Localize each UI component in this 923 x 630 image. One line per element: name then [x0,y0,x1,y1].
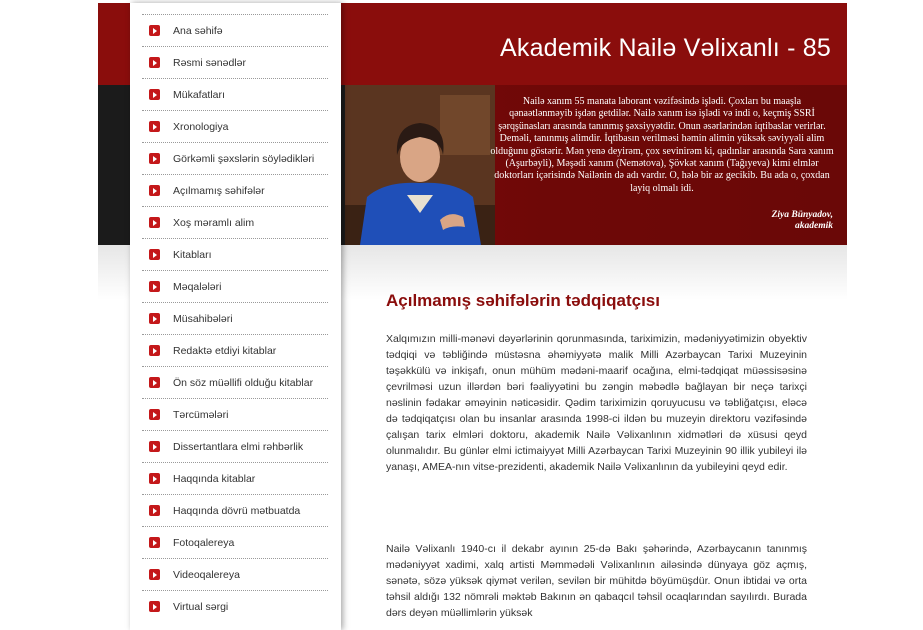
hero-quote: Nailə xanım 55 manata laborant vəzifəsində işlədi. Çoxları bu maaşla qənaətlənməyib işdən getdilər. Nailə xanım isə işlədi və indi o, keçmiş SSRİ şərqşünasları arasında tanınmış şəxsiyyətdir. Onun əsərlərindən iqtibaslar verirlər. Deməli, tanınmış alimdir. İqtibasın verilməsi həmin alimin yüksək səviyyəli alim olduğunu göstərir. Mən yenə deyirəm, çox sevinirəm ki, qadınlar arasında Sara xanım (Aşurbəyli), Məşədi xanım (Nemətova), Şövkət xanım (Tağıyeva) kimi elmlər doktorları içərisində Nailənin də adı vardır. O, hələ bir az gecikib. Bu ada o, çoxdan layiq olmalı idi. [490,96,834,194]
arrow-right-icon [149,121,160,132]
sidebar-item-label: Görkəmli şəxslərin söylədikləri [173,152,315,165]
arrow-right-icon [149,473,160,484]
sidebar-item-dissertantlara[interactable] [142,430,328,462]
arrow-right-icon [149,377,160,388]
arrow-right-icon [149,281,160,292]
quote-author [772,210,833,232]
arrow-right-icon [149,57,160,68]
sidebar-item-label: Dissertantlara elmi rəhbərlik [173,440,304,453]
sidebar-item-virtual-sergi[interactable] [142,590,328,622]
sidebar-item-resmi-senedler[interactable] [142,46,328,78]
arrow-right-icon [149,249,160,260]
arrow-right-icon [149,217,160,228]
arrow-right-icon [149,409,160,420]
sidebar-item-label: Kitabları [173,248,212,261]
sidebar-item-gorkemli[interactable] [142,142,328,174]
arrow-right-icon [149,25,160,36]
sidebar-item-redakte[interactable] [142,334,328,366]
portrait-photo [345,85,495,245]
sidebar-item-ana-sehife[interactable] [142,14,328,46]
sidebar-item-label: Haqqında dövrü mətbuatda [173,504,301,517]
sidebar-item-fotoqalereya[interactable] [142,526,328,558]
sidebar-item-label: Videoqalereya [173,568,240,581]
sidebar-item-label: Müsahibələri [173,312,233,325]
sidebar-item-xronologiya[interactable] [142,110,328,142]
arrow-right-icon [149,601,160,612]
sidebar-item-on-soz[interactable] [142,366,328,398]
arrow-right-icon [149,89,160,100]
sidebar-nav [130,3,341,630]
sidebar-item-haqqinda-metbuat[interactable] [142,494,328,526]
sidebar-item-label: Ön söz müəllifi olduğu kitablar [173,376,314,389]
arrow-right-icon [149,505,160,516]
sidebar-item-mukafatlari[interactable] [142,78,328,110]
sidebar-item-label: Ana səhifə [173,24,223,37]
arrow-right-icon [149,569,160,580]
article-paragraph: Xalqımızın milli-mənəvi dəyərlərinin qorunmasında, tariximizin, mədəniyyətimizin obyektiv tədqiqi və təbliğində müstəsna əhəmiyyətə malik Milli Azərbaycan Tarixi Muzeyinin təşəkkülü və inkişafı, onun mühüm mədəni-maarif ocağına, elmi-tədqiqat müəssisəsinə çevrilməsi uzun illərdən bəri fəaliyyətini bu zəngin məbədlə bağlayan bir neçə tarixçi nəslinin fədakar əməyinin nəticəsidir. Qədim tariximizin qoruyucusu və təbliğatçısı, eləcə də tədqiqatçısı olan bu insanlar arasında 1998-ci ildən bu muzeyin direktoru vəzifəsində çalışan tarix elmləri doktoru, akademik Nailə Vəlixanlının xidmətləri də xüsusi qeyd olunmalıdır. Bu günlər elmi ictimaiyyət Milli Azərbaycan Tarixi Muzeyinin 90 illik yubileyi ilə yanaşı, AMEA-nın vitse-prezidenti, akademik Nailə Vəlixanlının da yubileyini qeyd edir. [386,333,807,473]
sidebar-item-label: Açılmamış səhifələr [173,184,265,197]
quote-author-title: akademik [795,221,833,231]
sidebar-item-kitablari[interactable] [142,238,328,270]
site-title: Akademik Nailə Vəlixanlı - 85 [500,34,831,62]
sidebar-item-acilmamis[interactable] [142,174,328,206]
arrow-right-icon [149,441,160,452]
portrait-image [345,85,495,245]
sidebar-item-label: Fotoqalereya [173,536,235,549]
sidebar-item-xos-meramli[interactable] [142,206,328,238]
sidebar-item-label: Redaktə etdiyi kitablar [173,344,277,357]
quote-author-name: Ziya Bünyadov, [771,210,833,220]
sidebar-item-musahibeleri[interactable] [142,302,328,334]
arrow-right-icon [149,537,160,548]
sidebar-item-videoqalereya[interactable] [142,558,328,590]
article-paragraph: Nailə Vəlixanlı 1940-cı il dekabr ayının 25-də Bakı şəhərində, Azərbaycanın tanınmış mədəniyyət xadimi, xalq artisti Məmmədəli Vəlixanlının ailəsində dünyaya göz açmış, sənətə, sözə yüksək qiymət verilən, sevilən bir mühitdə böyümüşdür. Onun ibtidai və orta təhsil aldığı 132 nömrəli məktəb Bakının ən qabaqcıl təhsil ocaqlarından sayılırdı. Burada dərs deyən müəllimlərin yüksək [386,543,807,619]
arrow-right-icon [149,185,160,196]
sidebar-item-label: Tərcümələri [173,408,229,421]
sidebar-item-label: Virtual sərgi [173,600,229,613]
sidebar-item-meqaleleri[interactable] [142,270,328,302]
sidebar-item-label: Xoş məramlı alim [173,216,255,229]
sidebar-item-label: Rəsmi sənədlər [173,56,246,69]
sidebar-item-label: Haqqında kitablar [173,472,256,485]
sidebar-item-haqqinda-kitablar[interactable] [142,462,328,494]
arrow-right-icon [149,153,160,164]
arrow-right-icon [149,313,160,324]
sidebar-item-tercumeleri[interactable] [142,398,328,430]
sidebar-item-label: Məqalələri [173,280,222,293]
sidebar-item-label: Mükafatları [173,88,225,101]
page-title: Açılmamış səhifələrin tədqiqatçısı [386,291,660,310]
sidebar-item-label: Xronologiya [173,120,229,133]
arrow-right-icon [149,345,160,356]
